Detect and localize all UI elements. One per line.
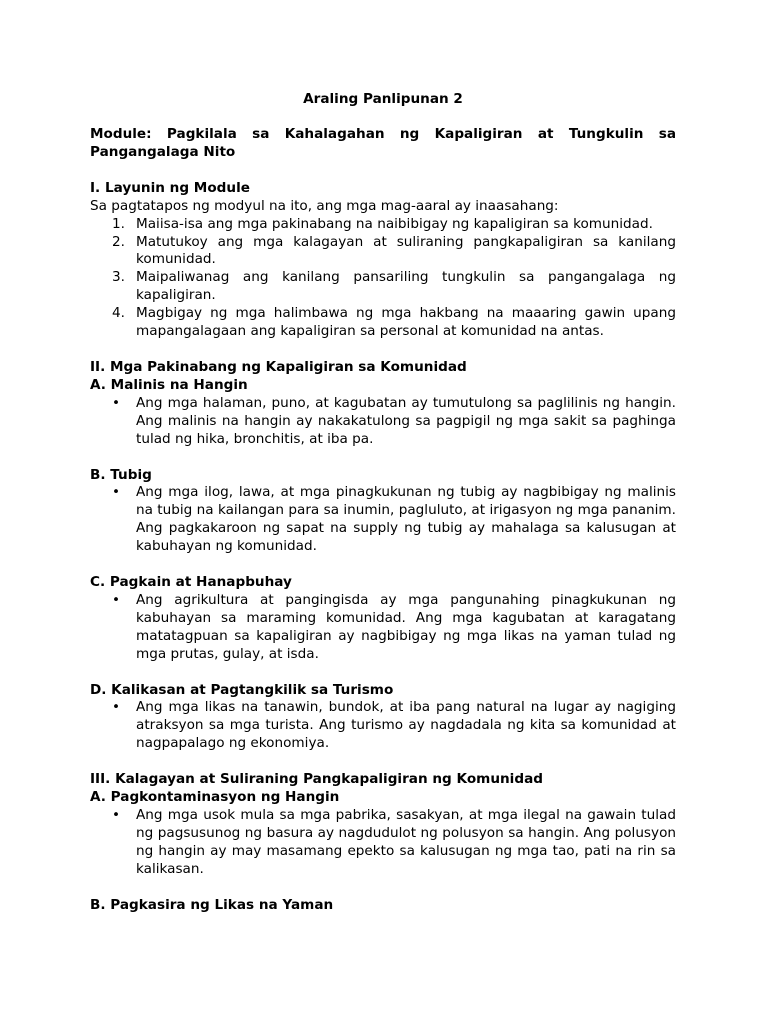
objective-text: Magbigay ng mga halimbawa ng mga hakbang na maaaring gawin upang mapangalagaan ang kapaligiran sa personal at komunidad na antas. [136,305,676,340]
list-number: 4. [112,305,125,322]
bullet-list [90,699,676,753]
subsection-heading: A. Pagkontaminasyon ng Hangin [90,789,340,806]
module-title: Module: Pagkilala sa Kahalagahan ng Kapaligiran at Tungkulin sa Pangangalaga Nito [90,126,676,160]
subsection-heading: B. Pagkasira ng Likas na Yaman [90,896,334,913]
bullet-icon: • [112,394,121,411]
bullet-text: Ang mga ilog, lawa, at mga pinagkukunan ng tubig ay nagbibigay ng malinis na tubig na kailangan para sa inumin, pagluluto, at irigasyon ng mga pananim. Ang pagkakaroon ng sapat na supply ng tubig ay mahalaga sa kalusugan at kabuhayan ng komunidad. [136,484,676,555]
list-number: 2. [112,233,125,250]
subsection-heading: D. Kalikasan at Pagtangkilik sa Turismo [90,681,394,698]
list-item [90,484,676,556]
list-number: 3. [112,269,125,286]
document-title: Araling Panlipunan 2 [303,91,463,107]
bullet-text: Ang mga halaman, puno, at kagubatan ay tumutulong sa paglilinis ng hangin. Ang malinis na hangin ay nakakatulong sa pagpigil ng mga sakit sa paghinga tulad ng hika, bronchitis, at iba pa. [136,394,676,447]
objective-item [90,269,676,305]
section-heading-kalagayan: III. Kalagayan at Suliraning Pangkapaligiran ng Komunidad [90,771,543,788]
bullet-icon: • [112,807,121,823]
objective-text: Maiisa-isa ang mga pakinabang na naibibigay ng kapaligiran sa komunidad. [136,215,653,232]
subsection-heading: B. Tubig [90,466,152,483]
objective-item [90,305,676,341]
objectives-list [90,216,676,341]
bullet-text: Ang agrikultura at pangingisda ay mga pangunahing pinagkukunan ng kabuhayan sa maraming komunidad. Ang mga kagubatan at karagatang matatagpuan sa kapaligiran ay nagbibigay ng mga likas na yaman tulad ng mga prutas, gulay, at isda. [136,591,676,662]
objective-text: Maipaliwanag ang kanilang pansariling tungkulin sa pangangalaga ng kapaligiran. [136,269,676,304]
bullet-text: Ang mga usok mula sa mga pabrika, sasakyan, at mga ilegal na gawain tulad ng pagsusunog ng basura ay nagdudulot ng polusyon sa hangin. Ang polusyon ng hangin ay may masamang epekto sa kalusugan ng mga tao, pati na rin sa kalikasan. [136,807,676,877]
bullet-text: Ang mga likas na tanawin, bundok, at iba pang natural na lugar ay nagiging atraksyon sa mga turista. Ang turismo ay nagdadala ng kita sa komunidad at nagpapalago ng ekonomiya. [136,699,676,752]
bullet-list [90,484,676,556]
objective-item [90,234,676,270]
list-item [90,395,676,449]
document-page [90,91,676,915]
bullet-list [90,592,676,664]
list-number: 1. [112,215,125,232]
section-heading-layunin: I. Layunin ng Module [90,179,250,196]
bullet-list [90,395,676,449]
bullet-icon: • [112,484,121,501]
bullet-icon: • [112,699,121,716]
list-item [90,592,676,664]
subsection-heading: A. Malinis na Hangin [90,376,248,393]
bullet-list [90,807,676,879]
section-heading-pakinabang: II. Mga Pakinabang ng Kapaligiran sa Komunidad [90,358,467,375]
list-item [90,699,676,753]
objective-item [90,216,676,234]
section-intro: Sa pagtatapos ng modyul na ito, ang mga mag-aaral ay inaasahang: [90,197,559,214]
subsection-heading: C. Pagkain at Hanapbuhay [90,574,292,591]
bullet-icon: • [112,591,121,608]
list-item [90,807,676,879]
objective-text: Matutukoy ang mga kalagayan at suliraning pangkapaligiran sa kanilang komunidad. [136,233,676,268]
